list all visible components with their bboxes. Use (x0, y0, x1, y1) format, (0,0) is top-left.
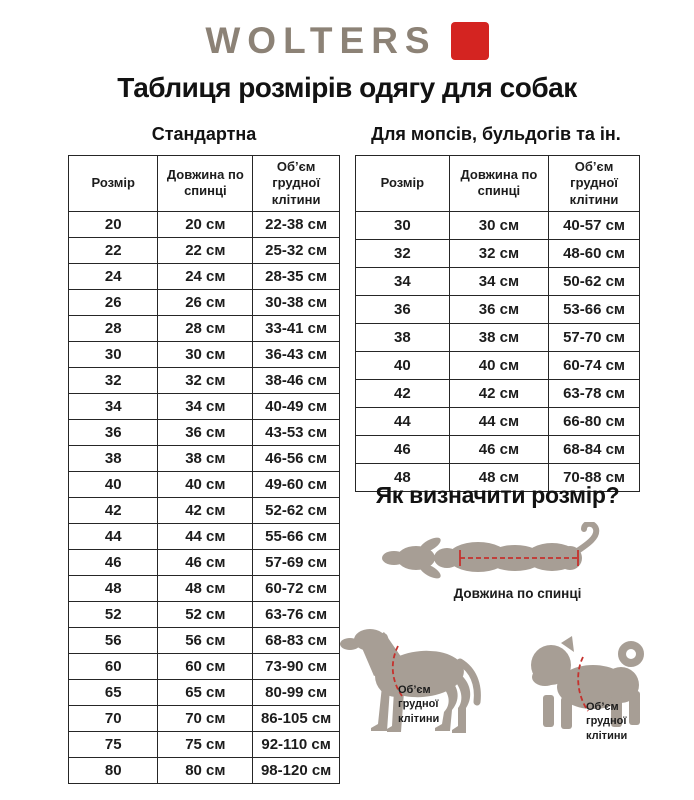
table-cell: 22-38 см (253, 211, 340, 237)
table-cell: 60-72 см (253, 575, 340, 601)
table-cell: 34 см (158, 393, 253, 419)
table-cell: 43-53 см (253, 419, 340, 445)
brand-header (0, 20, 694, 62)
table-cell: 80-99 см (253, 679, 340, 705)
table-cell: 38 см (449, 323, 548, 351)
table-row (69, 419, 340, 445)
table-cell: 73-90 см (253, 653, 340, 679)
table-cell: 30-38 см (253, 289, 340, 315)
table-row (69, 627, 340, 653)
table-cell: 75 см (158, 731, 253, 757)
table-row (356, 323, 640, 351)
table-cell: 36 (69, 419, 158, 445)
table-cell: 52 см (158, 601, 253, 627)
table-cell: 34 (356, 267, 450, 295)
column-header: Розмір (69, 156, 158, 212)
table-cell: 46-56 см (253, 445, 340, 471)
table-cell: 55-66 см (253, 523, 340, 549)
table-cell: 46 см (158, 549, 253, 575)
table-cell: 68-83 см (253, 627, 340, 653)
table-row (356, 295, 640, 323)
table-cell: 42 см (158, 497, 253, 523)
table-cell: 60-74 см (549, 351, 640, 379)
chest-volume-label: Об’єм грудної клітини (586, 701, 628, 742)
table-cell: 66-80 см (549, 407, 640, 435)
table-cell: 25-32 см (253, 237, 340, 263)
back-length-label: Довжина по спинці (453, 586, 582, 601)
table-cell: 20 (69, 211, 158, 237)
table-row (69, 653, 340, 679)
table-row (356, 407, 640, 435)
table-row (69, 315, 340, 341)
table-cell: 38 см (158, 445, 253, 471)
table-row (69, 679, 340, 705)
pug-size-table (355, 155, 640, 492)
table-cell: 92-110 см (253, 731, 340, 757)
table-cell: 20 см (158, 211, 253, 237)
table-cell: 28 см (158, 315, 253, 341)
table-cell: 28-35 см (253, 263, 340, 289)
chest-volume-label: Об’єм грудної клітини (398, 684, 440, 725)
table-cell: 42 (69, 497, 158, 523)
table-cell: 33-41 см (253, 315, 340, 341)
table-cell: 40-49 см (253, 393, 340, 419)
table-cell: 49-60 см (253, 471, 340, 497)
table-cell: 38 (356, 323, 450, 351)
table-row (69, 601, 340, 627)
table-cell: 63-78 см (549, 379, 640, 407)
table-cell: 63-76 см (253, 601, 340, 627)
table-cell: 53-66 см (549, 295, 640, 323)
wolters-logo: WOLTERS (205, 20, 437, 61)
table-cell: 60 (69, 653, 158, 679)
table-row (356, 267, 640, 295)
table-cell: 48-60 см (549, 239, 640, 267)
dog-top-view-silhouette (380, 522, 615, 586)
table-cell: 36-43 см (253, 341, 340, 367)
table-cell: 22 см (158, 237, 253, 263)
table-row (69, 757, 340, 783)
standard-size-table (68, 155, 340, 784)
table-cell: 48 см (158, 575, 253, 601)
table-cell: 22 (69, 237, 158, 263)
table-cell: 38-46 см (253, 367, 340, 393)
table-cell: 30 (356, 211, 450, 239)
table-row (356, 351, 640, 379)
table-row (69, 289, 340, 315)
table-cell: 34 (69, 393, 158, 419)
table-cell: 30 см (158, 341, 253, 367)
table-cell: 28 (69, 315, 158, 341)
table-cell: 80 см (158, 757, 253, 783)
table-cell: 70 см (158, 705, 253, 731)
table-cell: 44 (69, 523, 158, 549)
table-cell: 40 (356, 351, 450, 379)
table-cell: 80 (69, 757, 158, 783)
table-row (69, 575, 340, 601)
table-cell: 44 см (449, 407, 548, 435)
table-row (69, 705, 340, 731)
table-row (356, 239, 640, 267)
table-cell: 32 (356, 239, 450, 267)
table-cell: 30 (69, 341, 158, 367)
table-row (69, 211, 340, 237)
brand-red-square-icon (451, 22, 489, 60)
table-cell: 36 (356, 295, 450, 323)
table-cell: 56 см (158, 627, 253, 653)
table-cell: 24 (69, 263, 158, 289)
table-cell: 46 (69, 549, 158, 575)
table-row (69, 341, 340, 367)
table-cell: 36 см (449, 295, 548, 323)
table-cell: 30 см (449, 211, 548, 239)
table-row (69, 471, 340, 497)
table-cell: 70-88 см (549, 463, 640, 491)
curled-tail (622, 645, 640, 663)
table-cell: 44 см (158, 523, 253, 549)
column-header: Об’єм грудної клітини (549, 156, 640, 212)
table-cell: 56 (69, 627, 158, 653)
table-cell: 34 см (449, 267, 548, 295)
table-row (356, 435, 640, 463)
column-header: Довжина по спинці (158, 156, 253, 212)
table-cell: 50-62 см (549, 267, 640, 295)
table-row (69, 445, 340, 471)
table-cell: 38 (69, 445, 158, 471)
table-cell: 42 (356, 379, 450, 407)
table-cell: 48 см (449, 463, 548, 491)
table-cell: 48 (356, 463, 450, 491)
table-cell: 32 см (158, 367, 253, 393)
table-header-row (356, 156, 640, 212)
table-cell: 65 (69, 679, 158, 705)
table-row (356, 379, 640, 407)
pug-table-title: Для мопсів, бульдогів та ін. (371, 124, 621, 144)
table-cell: 40 (69, 471, 158, 497)
table-cell: 42 см (449, 379, 548, 407)
column-header: Об’єм грудної клітини (253, 156, 340, 212)
table-cell: 52 (69, 601, 158, 627)
table-row (69, 731, 340, 757)
page-title: Таблиця розмірів одягу для собак (117, 72, 577, 103)
tail-curl (576, 524, 596, 552)
table-cell: 86-105 см (253, 705, 340, 731)
table-cell: 68-84 см (549, 435, 640, 463)
table-cell: 24 см (158, 263, 253, 289)
column-header: Довжина по спинці (449, 156, 548, 212)
table-cell: 46 см (449, 435, 548, 463)
table-row (69, 549, 340, 575)
table-cell: 44 (356, 407, 450, 435)
table-cell: 46 (356, 435, 450, 463)
standard-table-title: Стандартна (151, 124, 257, 144)
table-cell: 48 (69, 575, 158, 601)
table-cell: 98-120 см (253, 757, 340, 783)
table-cell: 57-69 см (253, 549, 340, 575)
table-cell: 40 см (158, 471, 253, 497)
table-row (69, 263, 340, 289)
table-row (69, 523, 340, 549)
table-row (69, 393, 340, 419)
table-cell: 26 см (158, 289, 253, 315)
table-cell: 57-70 см (549, 323, 640, 351)
table-cell: 32 см (449, 239, 548, 267)
table-row (69, 497, 340, 523)
table-cell: 32 (69, 367, 158, 393)
table-cell: 60 см (158, 653, 253, 679)
how-to-title: Як визначити розмір? (375, 482, 620, 508)
table-row (356, 211, 640, 239)
column-header: Розмір (356, 156, 450, 212)
table-header-row (69, 156, 340, 212)
table-cell: 36 см (158, 419, 253, 445)
table-cell: 26 (69, 289, 158, 315)
table-cell: 65 см (158, 679, 253, 705)
table-cell: 40 см (449, 351, 548, 379)
table-row (69, 367, 340, 393)
table-cell: 70 (69, 705, 158, 731)
table-cell: 75 (69, 731, 158, 757)
table-row (69, 237, 340, 263)
table-cell: 40-57 см (549, 211, 640, 239)
table-cell: 52-62 см (253, 497, 340, 523)
